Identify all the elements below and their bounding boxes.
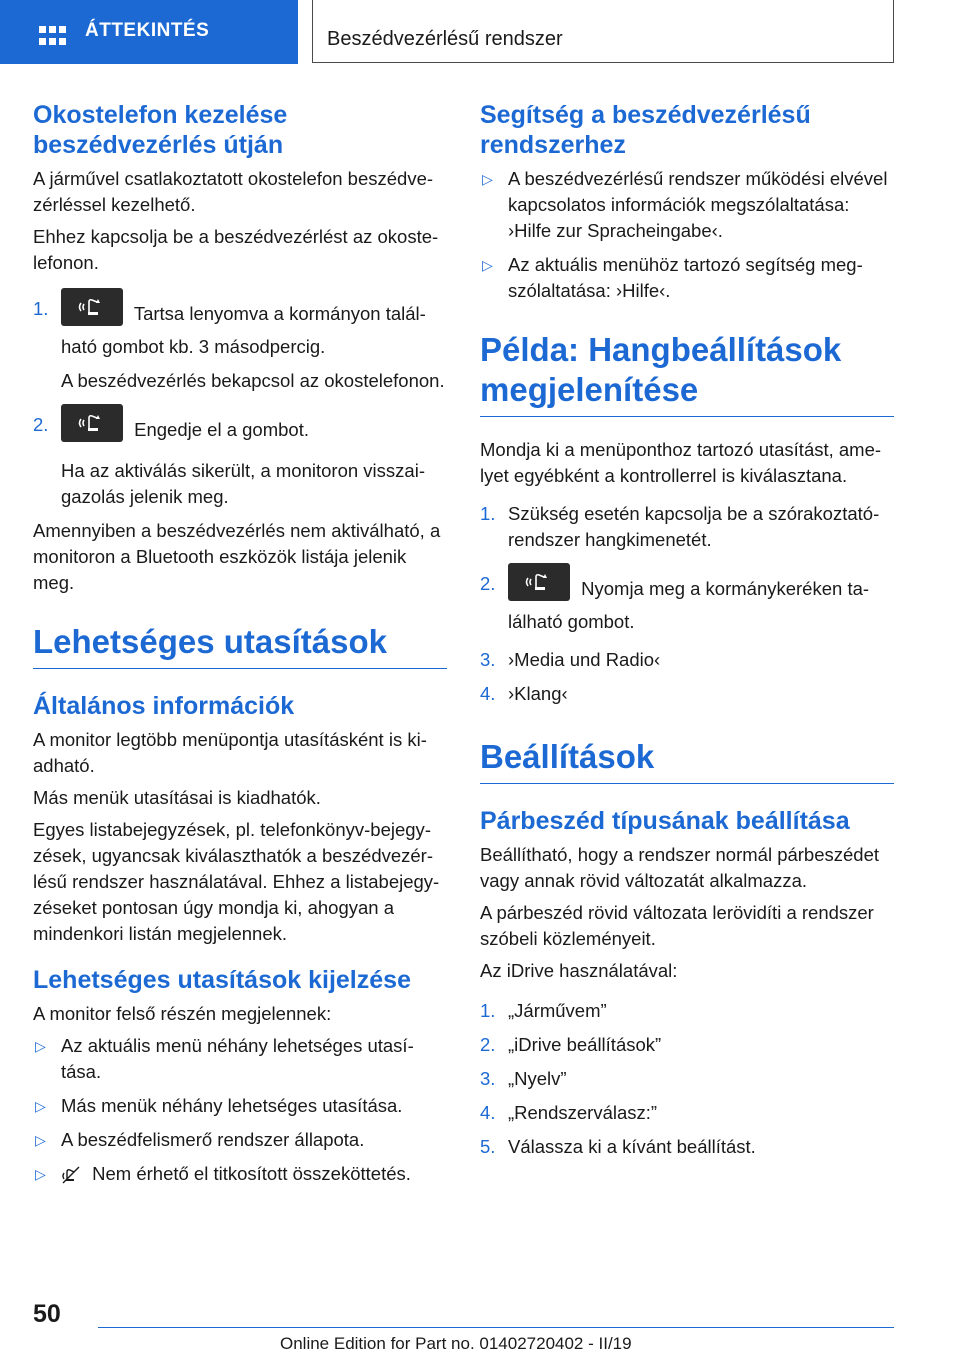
section-title: Lehetséges utasítások kijelzése xyxy=(33,966,411,994)
step-item xyxy=(480,501,894,553)
chapter-heading: Lehetséges utasítások xyxy=(33,622,447,669)
left-column xyxy=(33,100,447,1195)
bullet-text: Az aktuális menü néhány lehetséges utasítása. xyxy=(61,1035,414,1082)
section-label: ÁTTEKINTÉS xyxy=(85,20,210,41)
step-item xyxy=(480,1066,894,1092)
bullet-text: Az aktuális menühöz tartozó segítség megszólaltatása: ›Hilfe‹. xyxy=(508,254,863,301)
triangle-bullet-icon: ▷ xyxy=(35,1166,46,1182)
step-item xyxy=(480,681,894,707)
bullet-item xyxy=(480,166,894,244)
grid-menu-icon xyxy=(39,26,67,46)
step-text: „iDrive beállítások” xyxy=(508,1034,662,1055)
step-item xyxy=(480,571,894,635)
paragraph: Az iDrive használatával: xyxy=(480,960,678,981)
step-number: 3. xyxy=(480,649,496,670)
bullet-text: Nem érhető el titkosított összeköttetés. xyxy=(92,1163,411,1184)
step-result: Ha az aktiválás sikerült, a monitoron visszaigazolás jelenik meg. xyxy=(61,460,425,507)
step-text: Tartsa lenyomva a kormányon található gombot kb. 3 másodpercig. xyxy=(61,302,426,357)
paragraph: Mondja ki a menüponthoz tartozó utasítást, amelyet egyébként a kontrollerrel is kiválasztana. xyxy=(480,439,882,486)
footer-edition[interactable]: Online Edition for Part no. 01402720402 - II/19 xyxy=(280,1334,632,1353)
step-item xyxy=(480,1134,894,1160)
step-number: 1. xyxy=(480,1000,496,1021)
section-title: Okostelefon kezelése beszédvezérlés útján xyxy=(33,101,288,159)
step-text: Válassza ki a kívánt beállítást. xyxy=(508,1136,756,1157)
section-title: Általános információk xyxy=(33,692,295,720)
bullet-text: A beszédvezérlésű rendszer működési elvével kapcsolatos információk megszólaltatása: ›Hilfe zur Spracheingabe‹. xyxy=(508,168,888,241)
bullet-item xyxy=(33,1093,447,1119)
paragraph: Ehhez kapcsolja be a beszédvezérlést az okostelefonon. xyxy=(33,226,439,273)
step-text: Szükség esetén kapcsolja be a szórakoztatórendszer hangkimenetét. xyxy=(508,503,880,550)
paragraph: A monitor legtöbb menüpontja utasításként is kiadható. xyxy=(33,729,427,776)
step-text: „Nyelv” xyxy=(508,1068,567,1089)
step-text: Nyomja meg a kormánykeréken található gombot. xyxy=(508,577,870,632)
chapter-heading: Példa: Hangbeállítások megjelenítése xyxy=(480,330,894,417)
step-item xyxy=(480,1100,894,1126)
page-number: 50 xyxy=(33,1300,61,1328)
step-number: 5. xyxy=(480,1136,496,1157)
paragraph: A járművel csatlakoztatott okostelefon beszédvezérléssel kezelhető. xyxy=(33,168,434,215)
bullet-text: Más menük néhány lehetséges utasítása. xyxy=(61,1095,403,1116)
section-title: Segítség a beszédvezérlésű rendszerhez xyxy=(480,101,811,159)
triangle-bullet-icon: ▷ xyxy=(482,171,493,187)
voice-button-icon xyxy=(61,404,123,442)
chapter-label: Beszédvezérlésű rendszer xyxy=(327,28,563,50)
step-text: „Rendszerválasz:” xyxy=(508,1102,658,1123)
bullet-item xyxy=(480,252,894,304)
triangle-bullet-icon: ▷ xyxy=(35,1098,46,1114)
step-number: 2. xyxy=(33,414,49,435)
paragraph: Egyes listabejegyzések, pl. telefonkönyv-bejegyzések, ugyancsak kiválaszthatók a beszédvezérlésű rendszer használatával. Ehhez a listabejegyzéseket pontosan úgy mondja ki, ahogyan a mindenkori listán megjelennek. xyxy=(33,819,440,944)
step-number: 4. xyxy=(480,683,496,704)
step-item xyxy=(33,296,447,360)
mute-icon xyxy=(61,1165,81,1185)
triangle-bullet-icon: ▷ xyxy=(482,257,493,273)
step-item xyxy=(480,1032,894,1058)
footer-divider xyxy=(98,1327,894,1328)
bullet-item xyxy=(33,1127,447,1153)
voice-button-icon xyxy=(61,288,123,326)
section-tab[interactable] xyxy=(0,0,298,64)
step-text: „Járművem” xyxy=(508,1000,607,1021)
step-item xyxy=(480,998,894,1024)
step-result: A beszédvezérlés bekapcsol az okostelefonon. xyxy=(61,370,445,391)
paragraph: Amennyiben a beszédvezérlés nem aktiválható, a monitoron a Bluetooth eszközök listája jelenik meg. xyxy=(33,520,441,593)
step-number: 4. xyxy=(480,1102,496,1123)
triangle-bullet-icon: ▷ xyxy=(35,1038,46,1054)
paragraph: A párbeszéd rövid változata lerövidíti a rendszer szóbeli közleményeit. xyxy=(480,902,874,949)
paragraph: Más menük utasításai is kiadhatók. xyxy=(33,787,321,808)
triangle-bullet-icon: ▷ xyxy=(35,1132,46,1148)
bullet-item xyxy=(33,1033,447,1085)
step-text: Engedje el a gombot. xyxy=(134,418,309,440)
voice-button-icon xyxy=(508,563,570,601)
page-header xyxy=(0,0,960,64)
step-number: 1. xyxy=(480,503,496,524)
bullet-text: A beszédfelismerő rendszer állapota. xyxy=(61,1129,365,1150)
section-title: Párbeszéd típusának beállítása xyxy=(480,807,850,835)
paragraph: Beállítható, hogy a rendszer normál párbeszédet vagy annak rövid változatát alkalmazza. xyxy=(480,844,880,891)
step-number: 2. xyxy=(480,573,496,594)
step-item xyxy=(480,647,894,673)
paragraph: A monitor felső részén megjelennek: xyxy=(33,1003,332,1024)
chapter-tab[interactable] xyxy=(312,0,894,63)
step-text: ›Media und Radio‹ xyxy=(508,649,661,670)
bullet-item xyxy=(33,1161,447,1187)
step-number: 3. xyxy=(480,1068,496,1089)
right-column xyxy=(480,100,894,1168)
chapter-heading: Beállítások xyxy=(480,737,894,784)
step-number: 2. xyxy=(480,1034,496,1055)
step-text: ›Klang‹ xyxy=(508,683,568,704)
step-number: 1. xyxy=(33,298,49,319)
step-item xyxy=(33,412,447,450)
